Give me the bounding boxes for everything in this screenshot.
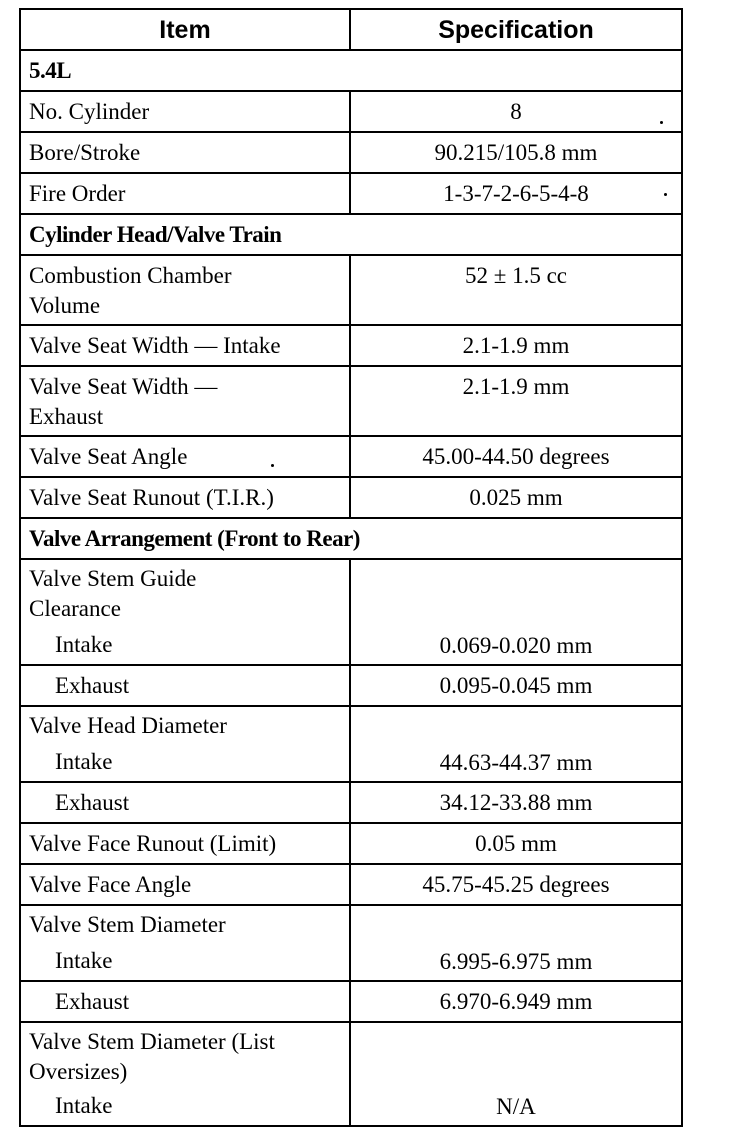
- table-row: [20, 436, 682, 477]
- item-stem-guide-line2: Clearance: [29, 596, 121, 621]
- item-head-diameter: [20, 706, 350, 782]
- item-seat-runout: Valve Seat Runout (T.I.R.): [20, 477, 350, 518]
- spec-face-angle: 45.75-45.25 degrees: [350, 864, 682, 905]
- section-row: [20, 518, 682, 559]
- item-face-runout: Valve Face Runout (Limit): [20, 823, 350, 864]
- scan-speck: [664, 193, 667, 196]
- table-row: [20, 905, 682, 981]
- item-stem-guide-line1: Valve Stem Guide: [29, 566, 197, 591]
- spec-stem-oversize-intake: N/A: [350, 1022, 682, 1126]
- item-stem-oversize-line1: Valve Stem Diameter (List: [29, 1029, 275, 1054]
- scan-speck: [271, 464, 274, 467]
- table-row: [20, 366, 682, 436]
- table-row: [20, 706, 682, 782]
- item-combustion: [20, 255, 350, 325]
- item-stem-oversize-intake: Intake: [55, 1093, 113, 1118]
- table-row: [20, 132, 682, 173]
- header-row: [20, 9, 682, 50]
- item-head-diameter-title: Valve Head Diameter: [29, 713, 227, 738]
- table-row: [20, 864, 682, 905]
- item-stem-diameter-exhaust-cell: [20, 981, 350, 1022]
- item-stem-diameter-intake: Intake: [55, 948, 113, 973]
- spec-seat-width-exhaust: 2.1-1.9 mm: [350, 366, 682, 436]
- item-head-diameter-exhaust: Exhaust: [55, 790, 130, 815]
- item-seat-width-intake: Valve Seat Width — Intake: [20, 325, 350, 366]
- spec-stem-diameter-intake: 6.995-6.975 mm: [350, 905, 682, 981]
- table-row: [20, 255, 682, 325]
- spec-table: [19, 8, 683, 1127]
- table-row: [20, 823, 682, 864]
- spec-combustion: 52 ± 1.5 cc: [350, 255, 682, 325]
- spec-stem-diameter-exhaust: 6.970-6.949 mm: [350, 981, 682, 1022]
- item-face-angle: Valve Face Angle: [20, 864, 350, 905]
- item-combustion-line1: Combustion Chamber: [29, 263, 232, 288]
- spec-stem-guide-exhaust: 0.095-0.045 mm: [350, 665, 682, 706]
- table-row: [20, 981, 682, 1022]
- header-item: Item: [20, 9, 350, 50]
- header-specification: Specification: [350, 9, 682, 50]
- item-head-diameter-exhaust-cell: [20, 782, 350, 823]
- table-row: [20, 782, 682, 823]
- item-fire-order: Fire Order: [20, 173, 350, 214]
- spec-seat-runout: 0.025 mm: [350, 477, 682, 518]
- item-stem-guide: [20, 559, 350, 665]
- table-row: [20, 477, 682, 518]
- item-stem-guide-exhaust-cell: [20, 665, 350, 706]
- section-row: [20, 50, 682, 91]
- section-row: [20, 214, 682, 255]
- item-head-diameter-intake: Intake: [55, 749, 113, 774]
- section-engine: 5.4L: [20, 50, 682, 91]
- item-seat-angle: Valve Seat Angle: [20, 436, 350, 477]
- item-seat-width-exhaust-line2: Exhaust: [29, 404, 104, 429]
- table-row: [20, 325, 682, 366]
- item-bore-stroke: Bore/Stroke: [20, 132, 350, 173]
- spec-stem-guide-intake: 0.069-0.020 mm: [350, 559, 682, 665]
- spec-bore-stroke: 90.215/105.8 mm: [350, 132, 682, 173]
- table-row: [20, 173, 682, 214]
- table-row: [20, 1022, 682, 1126]
- item-stem-diameter-title: Valve Stem Diameter: [29, 912, 226, 937]
- item-stem-guide-exhaust: Exhaust: [55, 673, 130, 698]
- item-combustion-line2: Volume: [29, 293, 101, 318]
- spec-head-diameter-exhaust: 34.12-33.88 mm: [350, 782, 682, 823]
- spec-seat-width-intake: 2.1-1.9 mm: [350, 325, 682, 366]
- item-stem-diameter-exhaust: Exhaust: [55, 989, 130, 1014]
- spec-cylinders: 8: [350, 91, 682, 132]
- item-stem-oversize: [20, 1022, 350, 1126]
- item-stem-diameter: [20, 905, 350, 981]
- section-valve-arrangement: Valve Arrangement (Front to Rear): [20, 518, 682, 559]
- section-cylinder-head: Cylinder Head/Valve Train: [20, 214, 682, 255]
- table-row: [20, 665, 682, 706]
- item-seat-width-exhaust-line1: Valve Seat Width —: [29, 374, 218, 399]
- spec-face-runout: 0.05 mm: [350, 823, 682, 864]
- item-seat-width-exhaust: [20, 366, 350, 436]
- spec-head-diameter-intake: 44.63-44.37 mm: [350, 706, 682, 782]
- scan-speck: [660, 121, 663, 124]
- table-row: [20, 559, 682, 665]
- table-row: [20, 91, 682, 132]
- spec-seat-angle: 45.00-44.50 degrees: [350, 436, 682, 477]
- item-stem-guide-intake: Intake: [55, 632, 113, 657]
- item-stem-oversize-line2: Oversizes): [29, 1059, 128, 1084]
- item-cylinders: No. Cylinder: [20, 91, 350, 132]
- spec-fire-order: 1-3-7-2-6-5-4-8: [350, 173, 682, 214]
